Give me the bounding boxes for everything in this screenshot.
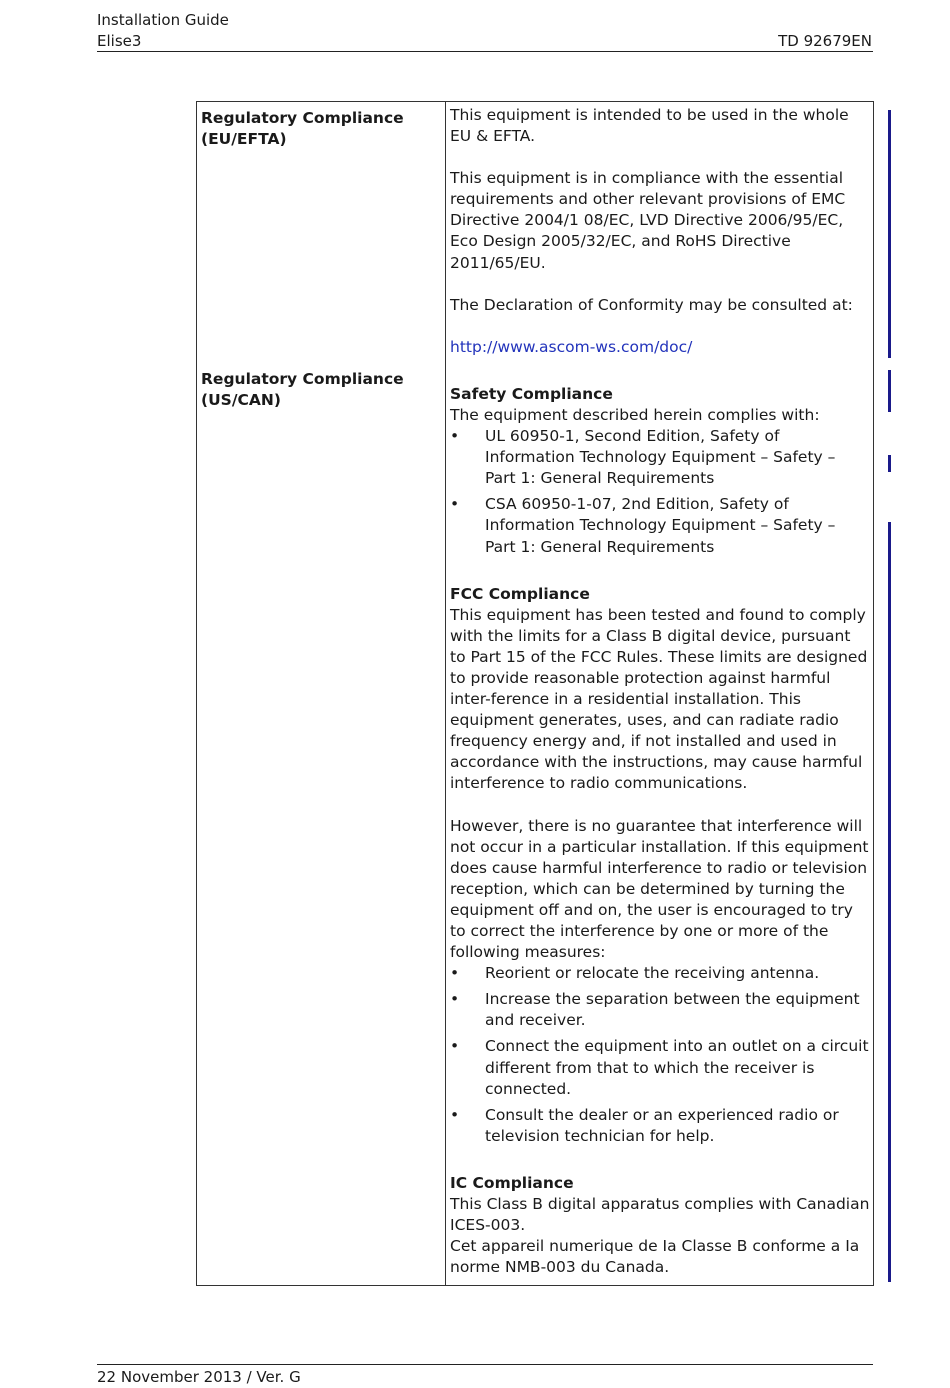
label-us-can — [201, 369, 437, 411]
revision-change-bar — [888, 370, 891, 412]
fcc-compliance-title: FCC Compliance — [450, 584, 590, 603]
column-divider — [445, 102, 446, 1285]
revision-change-bar — [888, 455, 891, 472]
list-item: • Connect the equipment into an outlet on a circuit different from that to which the receiver is connected. — [450, 1037, 869, 1098]
compliance-table — [196, 101, 874, 1286]
label-eu-efta — [201, 108, 437, 150]
list-item: • UL 60950-1, Second Edition, Safety of Information Technology Equipment – Safety – Part 1: General Requirements — [450, 427, 836, 488]
compliance-content — [450, 105, 870, 1278]
eu-declaration-paragraph: The Declaration of Conformity may be consulted at: — [450, 295, 853, 314]
ic-english-line: This Class B digital apparatus complies with Canadian ICES-003. — [450, 1195, 870, 1235]
header-product-name: Elise3 — [97, 32, 142, 50]
header-divider — [97, 51, 873, 52]
fcc-paragraph-1: This equipment has been tested and found to comply with the limits for a Class B digital device, pursuant to Part 15 of the FCC Rules. These limits are designed to provide reasonable protection against harmful inter-ference in a residential installation. This equipment generates, uses, and can radiate radio frequency energy and, if not installed and used in accordance with the instructions, may cause harmful interference to radio communications. — [450, 605, 868, 793]
ic-french-line: Cet appareil numerique de Ia Classe B conforme a Ia norme NMB-003 du Canada. — [450, 1237, 860, 1277]
footer-date-version: 22 November 2013 / Ver. G — [97, 1368, 301, 1386]
revision-change-bar — [888, 110, 891, 358]
list-item: • Reorient or relocate the receiving antenna. — [450, 964, 820, 983]
list-item: • Consult the dealer or an experienced radio or television technician for help. — [450, 1105, 839, 1145]
label-us-line2: (US/CAN) — [201, 391, 281, 409]
list-item: • CSA 60950-1-07, 2nd Edition, Safety of Information Technology Equipment – Safety – Part 1: General Requirements — [450, 495, 836, 556]
label-eu-line1: Regulatory Compliance — [201, 109, 404, 127]
label-eu-line2: (EU/EFTA) — [201, 130, 287, 148]
fcc-paragraph-2: However, there is no guarantee that interference will not occur in a particular installation. If this equipment does cause harmful interference to radio or television reception, which can be determined by turning the equipment off and on, the user is encouraged to try to correct the interference by one or more of the following measures: — [450, 816, 869, 962]
revision-change-bar — [888, 522, 891, 1282]
header-doc-id: TD 92679EN — [778, 32, 872, 50]
declaration-link[interactable]: http://www.ascom-ws.com/doc/ — [450, 337, 693, 356]
eu-usage-paragraph: This equipment is intended to be used in the whole EU & EFTA. — [450, 106, 849, 146]
footer-divider — [97, 1364, 873, 1365]
safety-list — [450, 426, 870, 558]
header-guide-title: Installation Guide — [97, 11, 229, 29]
safety-compliance-title: Safety Compliance — [450, 384, 613, 403]
label-us-line1: Regulatory Compliance — [201, 370, 404, 388]
fcc-measures-list — [450, 963, 870, 1147]
page-header — [97, 10, 229, 52]
list-item: • Increase the separation between the equipment and receiver. — [450, 990, 860, 1030]
eu-directives-paragraph: This equipment is in compliance with the essential requirements and other relevant provisions of EMC Directive 2004/1 08/EC, LVD Directive 2006/95/EC, Eco Design 2005/32/EC, and RoHS Directive 2011/65/EU. — [450, 169, 846, 272]
ic-compliance-title: IC Compliance — [450, 1173, 574, 1192]
safety-intro: The equipment described herein complies with: — [450, 405, 820, 424]
